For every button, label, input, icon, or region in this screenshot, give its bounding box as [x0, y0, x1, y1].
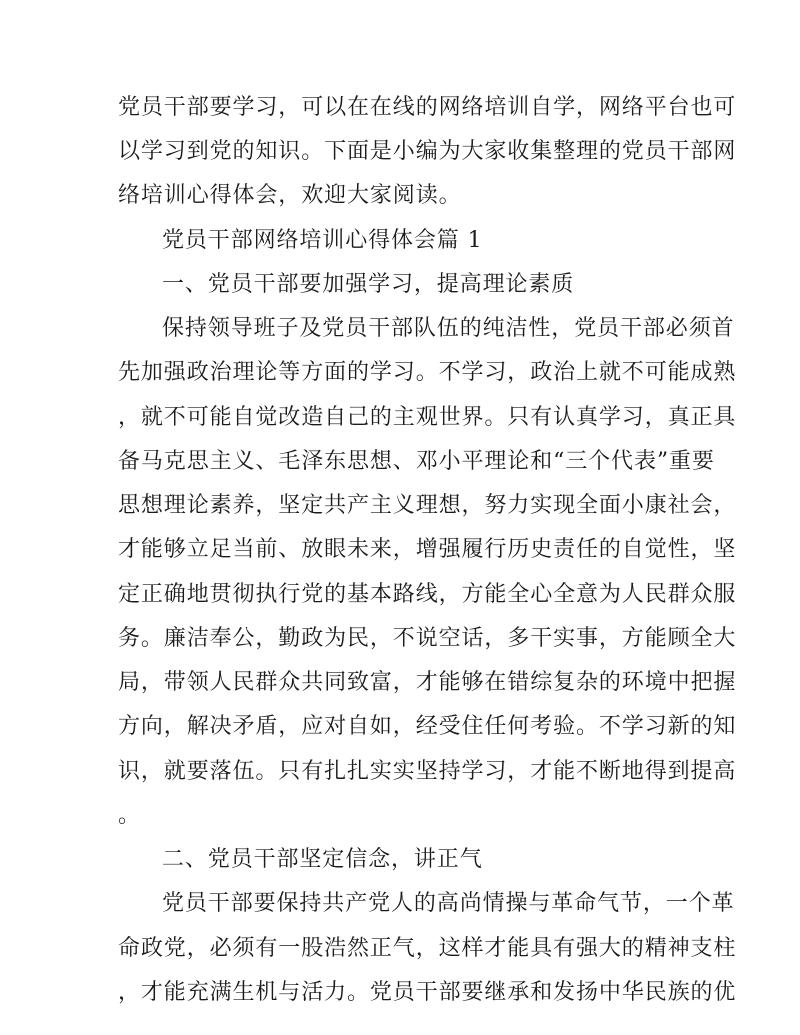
paragraph-line: 才能够立足当前、放眼未来，增强履行历史责任的自觉性，坚 — [118, 537, 737, 562]
paragraph-line: 务。廉洁奉公，勤政为民，不说空话，多干实事，方能顾全大 — [118, 626, 737, 651]
paragraph-line: 定正确地贯彻执行党的基本路线，方能全心全意为人民群众服 — [118, 582, 737, 607]
section-heading-1: 一、党员干部要加强学习，提高理论素质 — [162, 272, 575, 297]
paragraph-line: 保持领导班子及党员干部队伍的纯洁性，党员干部必须首 — [162, 316, 735, 341]
paragraph-line: 局，带领人民群众共同致富，才能够在错综复杂的环境中把握 — [118, 670, 737, 695]
section-heading-2: 二、党员干部坚定信念，讲正气 — [162, 847, 483, 872]
paragraph-line: ，就不可能自觉改造自己的主观世界。只有认真学习，真正具 — [118, 405, 737, 430]
paragraph-line: 先加强政治理论等方面的学习。不学习，政治上就不可能成熟 — [118, 360, 737, 385]
paragraph-line: 命政党，必须有一股浩然正气，这样才能具有强大的精神支柱 — [118, 936, 737, 961]
intro-line-2: 以学习到党的知识。下面是小编为大家收集整理的党员干部网 — [118, 139, 737, 164]
paragraph-line: ，才能充满生机与活力。党员干部要继承和发扬中华民族的优 — [118, 980, 737, 1005]
paragraph-line: 思想理论素养，坚定共产主义理想，努力实现全面小康社会， — [118, 493, 737, 518]
paragraph-line: 党员干部要保持共产党人的高尚情操与革命气节，一个革 — [162, 891, 735, 916]
paragraph-line: 识，就要落伍。只有扎扎实实坚持学习，才能不断地得到提高 — [118, 759, 737, 784]
paragraph-line: 。 — [118, 803, 141, 828]
intro-line-3: 络培训心得体会，欢迎大家阅读。 — [118, 183, 462, 208]
intro-line-1: 党员干部要学习，可以在在线的网络培训自学，网络平台也可 — [118, 95, 737, 120]
paragraph-line: 方向，解决矛盾，应对自如，经受住任何考验。不学习新的知 — [118, 714, 737, 739]
paragraph-line: 备马克思主义、毛泽东思想、邓小平理论和“三个代表”重要 — [118, 449, 715, 474]
article-title: 党员干部网络培训心得体会篇 1 — [162, 228, 483, 253]
